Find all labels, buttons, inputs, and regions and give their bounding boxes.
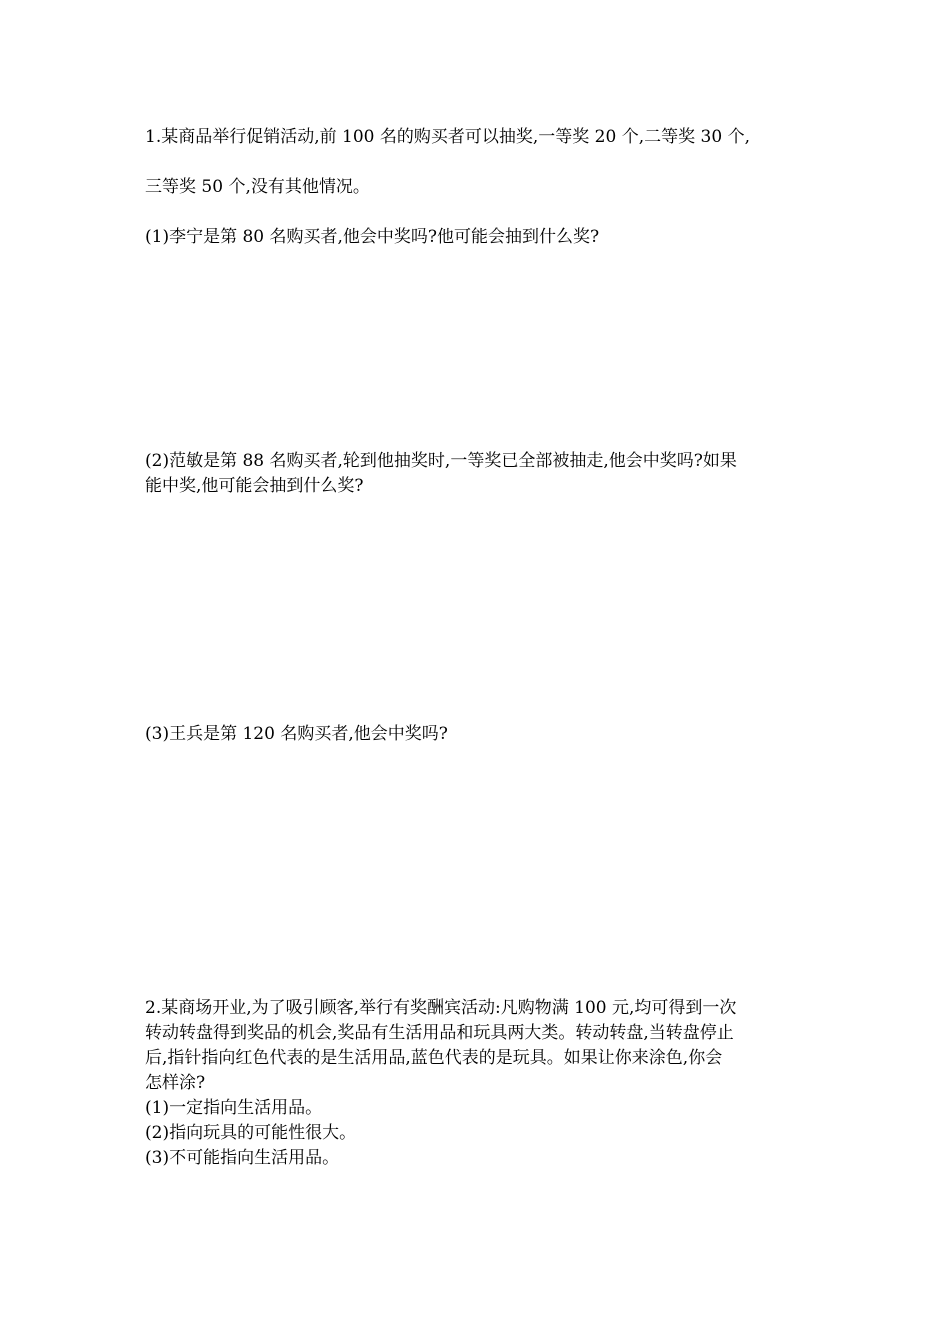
question-1-part-2-line-2: 能中奖,他可能会抽到什么奖?: [145, 476, 364, 496]
question-1-line-2: 三等奖 50 个,没有其他情况。: [145, 177, 370, 197]
question-2-line-1: 2.某商场开业,为了吸引顾客,举行有奖酬宾活动:凡购物满 100 元,均可得到一次: [145, 998, 737, 1018]
question-1-part-2-line-1: (2)范敏是第 88 名购买者,轮到他抽奖时,一等奖已全部被抽走,他会中奖吗?如果: [145, 451, 737, 471]
question-2-part-2: (2)指向玩具的可能性很大。: [145, 1123, 357, 1143]
question-1-line-1: 1.某商品举行促销活动,前 100 名的购买者可以抽奖,一等奖 20 个,二等奖 30 个,: [145, 127, 750, 147]
question-2-line-2: 转动转盘得到奖品的机会,奖品有生活用品和玩具两大类。转动转盘,当转盘停止: [145, 1023, 734, 1043]
question-1-part-1: (1)李宁是第 80 名购买者,他会中奖吗?他可能会抽到什么奖?: [145, 227, 600, 247]
question-1-part-3: (3)王兵是第 120 名购买者,他会中奖吗?: [145, 724, 448, 744]
question-2-line-3: 后,指针指向红色代表的是生活用品,蓝色代表的是玩具。如果让你来涂色,你会: [145, 1048, 723, 1068]
question-2-part-1: (1)一定指向生活用品。: [145, 1098, 323, 1118]
question-2-line-4: 怎样涂?: [145, 1073, 206, 1093]
question-2-part-3: (3)不可能指向生活用品。: [145, 1148, 340, 1168]
